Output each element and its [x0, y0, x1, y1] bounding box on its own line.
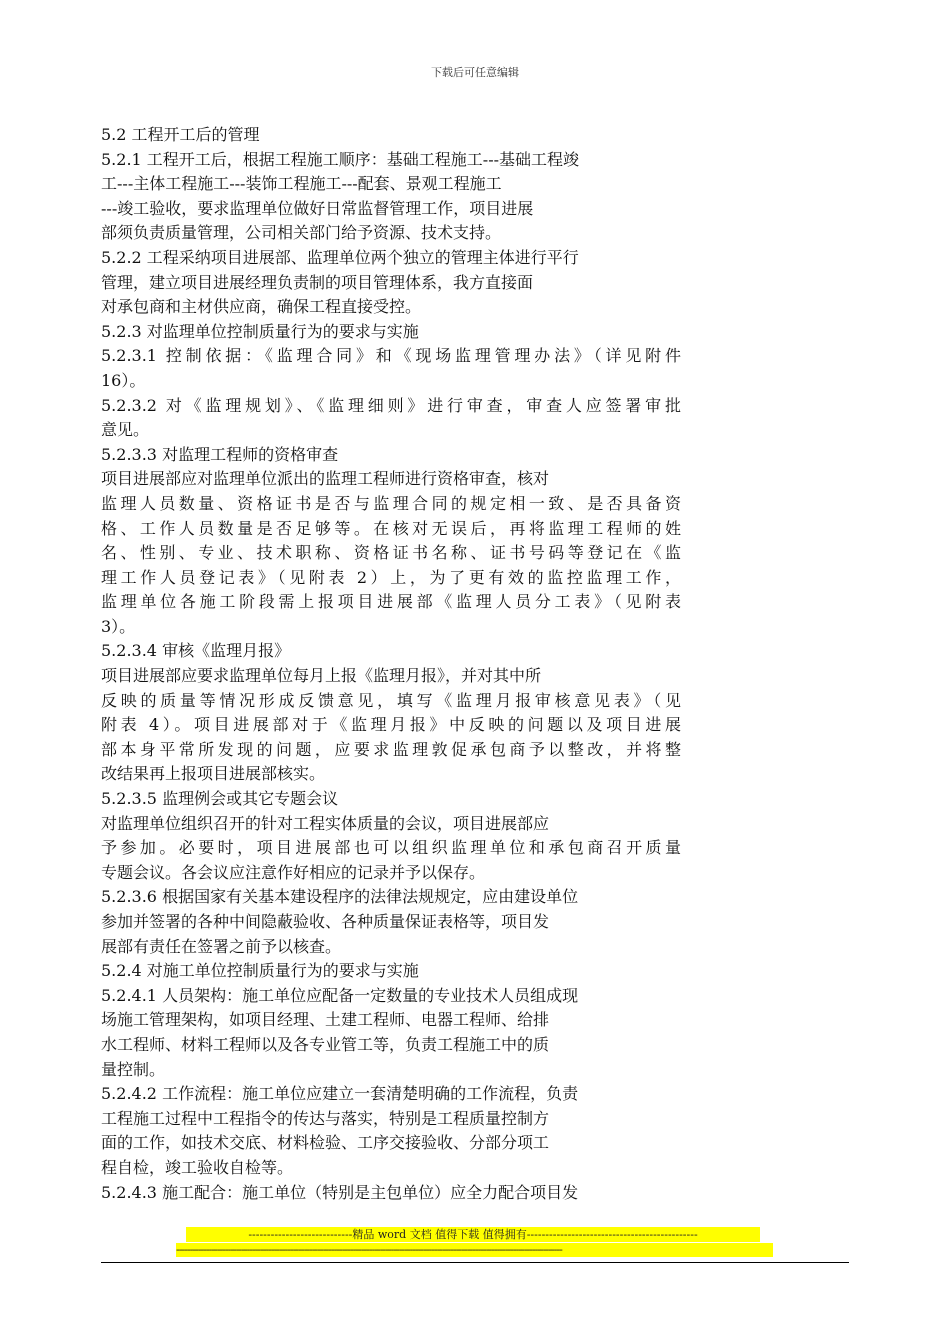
text-line: 面的工作，如技术交底、材料检验、工序交接验收、分部分项工: [101, 1133, 550, 1153]
text-line: 对监理单位组织召开的针对工程实体质量的会议，项目进展部应: [101, 813, 550, 833]
text-line: 展部有责任在签署之前予以核查。: [101, 936, 342, 956]
text-line: 5.2.4.2 工作流程：施工单位应建立一套清楚明确的工作流程，负责: [101, 1084, 579, 1104]
text-line: 5.2.4.3 施工配合：施工单位（特别是主包单位）应全力配合项目发: [101, 1182, 579, 1202]
page-header: 下载后可任意编辑: [431, 66, 519, 79]
text-line: 程自检，竣工验收自检等。: [101, 1157, 294, 1177]
text-line: 5.2.3.5 监理例会或其它专题会议: [101, 789, 339, 809]
text-line: 改结果再上报项目进展部核实。: [101, 764, 326, 784]
footer-highlight-banner: ----------------------------精品 word 文档 值得下载 值得拥有----------------------------------------------: [186, 1227, 760, 1242]
text-line: 5.2.3.1 控制依据：《监理合同》和《现场监理管理办法》（详见附件: [101, 346, 681, 366]
text-line: 理工作人员登记表》（见附表 2）上，为了更有效的监控监理工作，: [101, 567, 681, 587]
text-line: 5.2.2 工程采纳项目进展部、监理单位两个独立的管理主体进行平行: [101, 247, 579, 267]
text-line: 5.2.4 对施工单位控制质量行为的要求与实施: [101, 961, 419, 981]
text-line: 5.2.3.4 审核《监理月报》: [101, 641, 291, 661]
text-line: 5.2.3 对监理单位控制质量行为的要求与实施: [101, 321, 419, 341]
text-line: 项目进展部应要求监理单位每月上报《监理月报》，并对其中所: [101, 666, 542, 686]
text-line: 格、工作人员数量是否足够等。在核对无误后，再将监理工程师的姓: [101, 518, 681, 538]
text-line: 16）。: [101, 370, 146, 390]
text-line: 量控制。: [101, 1059, 166, 1079]
text-line: 5.2.3.2 对《监理规划》、《监理细则》进行审查，审查人应签署审批: [101, 395, 681, 415]
text-line: 参加并签署的各种中间隐蔽验收、各种质量保证表格等，项目发: [101, 912, 550, 931]
text-line: 监理单位各施工阶段需上报项目进展部《监理人员分工表》（见附表: [101, 592, 681, 612]
text-line: 5.2.3.3 对监理工程师的资格审查: [101, 444, 339, 464]
document-body: [101, 123, 681, 1205]
text-line: 对承包商和主材供应商，确保工程直接受控。: [101, 297, 422, 317]
text-line: 5.2.3.6 根据国家有关基本建设程序的法律法规规定，应由建设单位: [101, 887, 579, 907]
footer-divider: [101, 1262, 849, 1263]
text-line: 意见。: [101, 420, 150, 440]
text-line: 名、性别、专业、技术职称、资格证书名称、证书号码等登记在《监: [101, 543, 681, 563]
text-line: 部本身平常所发现的问题，应要求监理敦促承包商予以整改，并将整: [101, 739, 681, 759]
text-line: 予参加。必要时，项目进展部也可以组织监理单位和承包商召开质量: [101, 838, 681, 858]
text-line: 专题会议。各会议应注意作好相应的记录并予以保存。: [101, 862, 486, 882]
text-line: 部须负责质量管理，公司相关部门给予资源、技术支持。: [101, 223, 502, 243]
text-line: 附表 4）。项目进展部对于《监理月报》中反映的问题以及项目进展: [101, 715, 681, 735]
text-line: 3）。: [101, 616, 136, 636]
text-line: 场施工管理架构，如项目经理、土建工程师、电器工程师、给排: [101, 1010, 550, 1030]
text-line: 管理，建立项目进展经理负责制的项目管理体系，我方直接面: [101, 272, 534, 292]
text-line: 5.2.4.1 人员架构：施工单位应配备一定数量的专业技术人员组成现: [101, 985, 579, 1005]
text-line: 5.2.1 工程开工后，根据工程施工顺序：基础工程施工---基础工程竣: [101, 149, 580, 169]
text-line: 工---主体工程施工---装饰工程施工---配套、景观工程施工: [101, 174, 502, 194]
text-line: 工程施工过程中工程指令的传达与落实，特别是工程质量控制方: [101, 1108, 550, 1128]
text-line: 反映的质量等情况形成反馈意见，填写《监理月报审核意见表》（见: [101, 690, 681, 710]
text-line: 5.2 工程开工后的管理: [101, 125, 260, 144]
text-line: 水工程师、材料工程师以及各专业管工等，负责工程施工中的质: [101, 1034, 550, 1054]
footer-highlight-dashes: ----------------------------------------------------------------------------------------------------------------------------------------------: [176, 1243, 773, 1257]
text-line: 项目进展部应对监理单位派出的监理工程师进行资格审查，核对: [101, 469, 550, 489]
text-line: ---竣工验收，要求监理单位做好日常监督管理工作，项目进展: [101, 198, 534, 218]
text-line: 监理人员数量、资格证书是否与监理合同的规定相一致、是否具备资: [101, 493, 681, 513]
